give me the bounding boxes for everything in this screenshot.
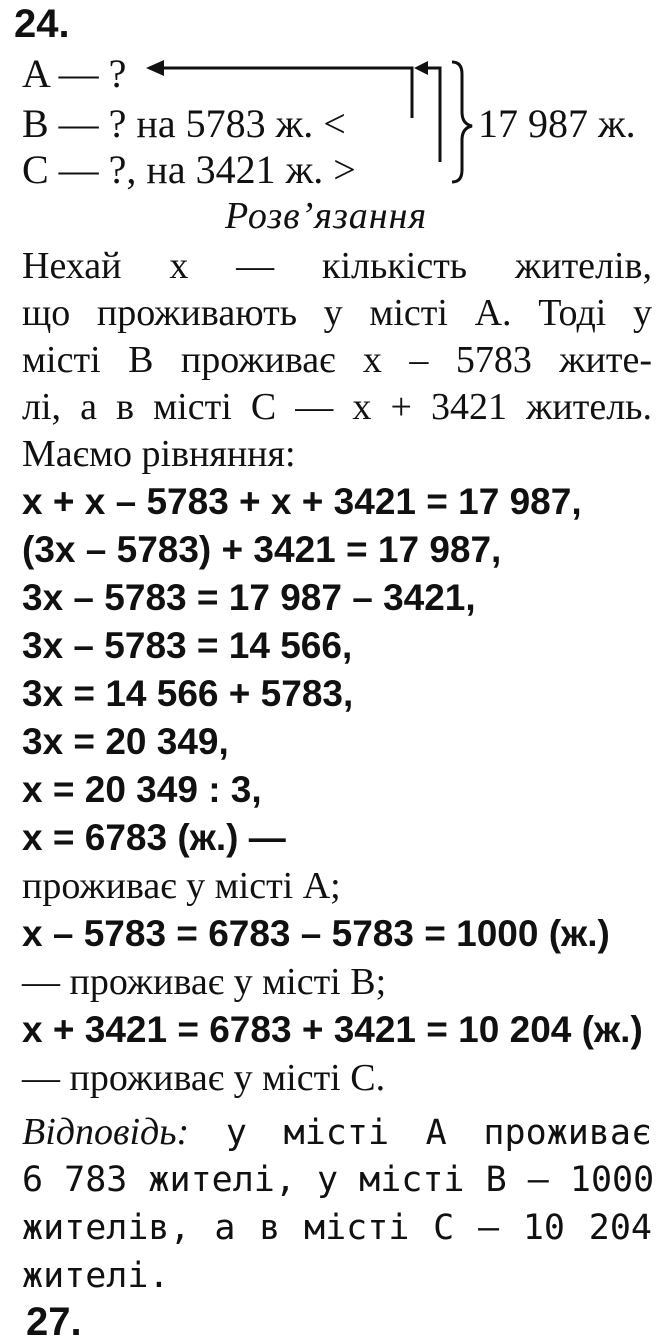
answer-line-4: жителі. (22, 1256, 170, 1296)
equation-line: x = 6783 (ж.) — (22, 817, 286, 858)
condition-diagram (0, 0, 670, 200)
arrow-c-to-a (420, 68, 440, 162)
solution-line: Нехай x — кількість жителів, (22, 245, 652, 287)
equation-line: 3x = 20 349, (22, 721, 229, 762)
equation-line: x = 20 349 : 3, (22, 769, 262, 810)
problem-number: 24. (14, 2, 70, 46)
condition-line-c: C — ?, на 3421 ж. > (22, 147, 356, 192)
solution-line: проживає у місті A; (22, 865, 341, 907)
solution-line: місті B проживає x – 5783 жите- (22, 339, 652, 381)
solution-heading: Розв’язання (225, 195, 428, 237)
answer-line-1 (22, 1110, 652, 1155)
arrow-b-to-a (152, 68, 412, 118)
solution-line: лі, а в місті C — x + 3421 житель. (22, 386, 652, 428)
condition-line-a: A — ? (22, 51, 127, 96)
answer-text: у місті A проживає (225, 1113, 653, 1153)
equation-line: x + x – 5783 + x + 3421 = 17 987, (22, 481, 582, 522)
equation-line: 3x = 14 566 + 5783, (22, 673, 354, 714)
equation-line: (3x – 5783) + 3421 = 17 987, (22, 529, 502, 570)
solution-line: Маємо рівняння: (22, 433, 296, 475)
answer-line-2: 6 783 жителі, у місті B — 1000 (22, 1160, 655, 1200)
equation-line: 3x – 5783 = 17 987 – 3421, (22, 577, 476, 618)
answer-line-3: жителів, а в місті C — 10 204 (22, 1208, 652, 1248)
condition-line-b: B — ? на 5783 ж. < (22, 101, 346, 146)
equation-line: x – 5783 = 6783 – 5783 = 1000 (ж.) (22, 913, 610, 954)
solution-line: що проживають у місті A. Тоді у (22, 292, 652, 334)
total-inhabitants: 17 987 ж. (478, 101, 636, 146)
solution-line: — проживає у місті C. (22, 1057, 386, 1099)
equation-line: x + 3421 = 6783 + 3421 = 10 204 (ж.) (22, 1009, 643, 1050)
arrowhead-a (146, 60, 164, 76)
solution-line: — проживає у місті B; (22, 961, 387, 1003)
brace-total (452, 62, 472, 182)
equation-line: 3x – 5783 = 14 566, (22, 625, 353, 666)
answer-label: Відповідь: (22, 1111, 190, 1153)
arrowhead-a2 (414, 61, 428, 75)
next-problem-number: 27. (26, 1300, 82, 1344)
